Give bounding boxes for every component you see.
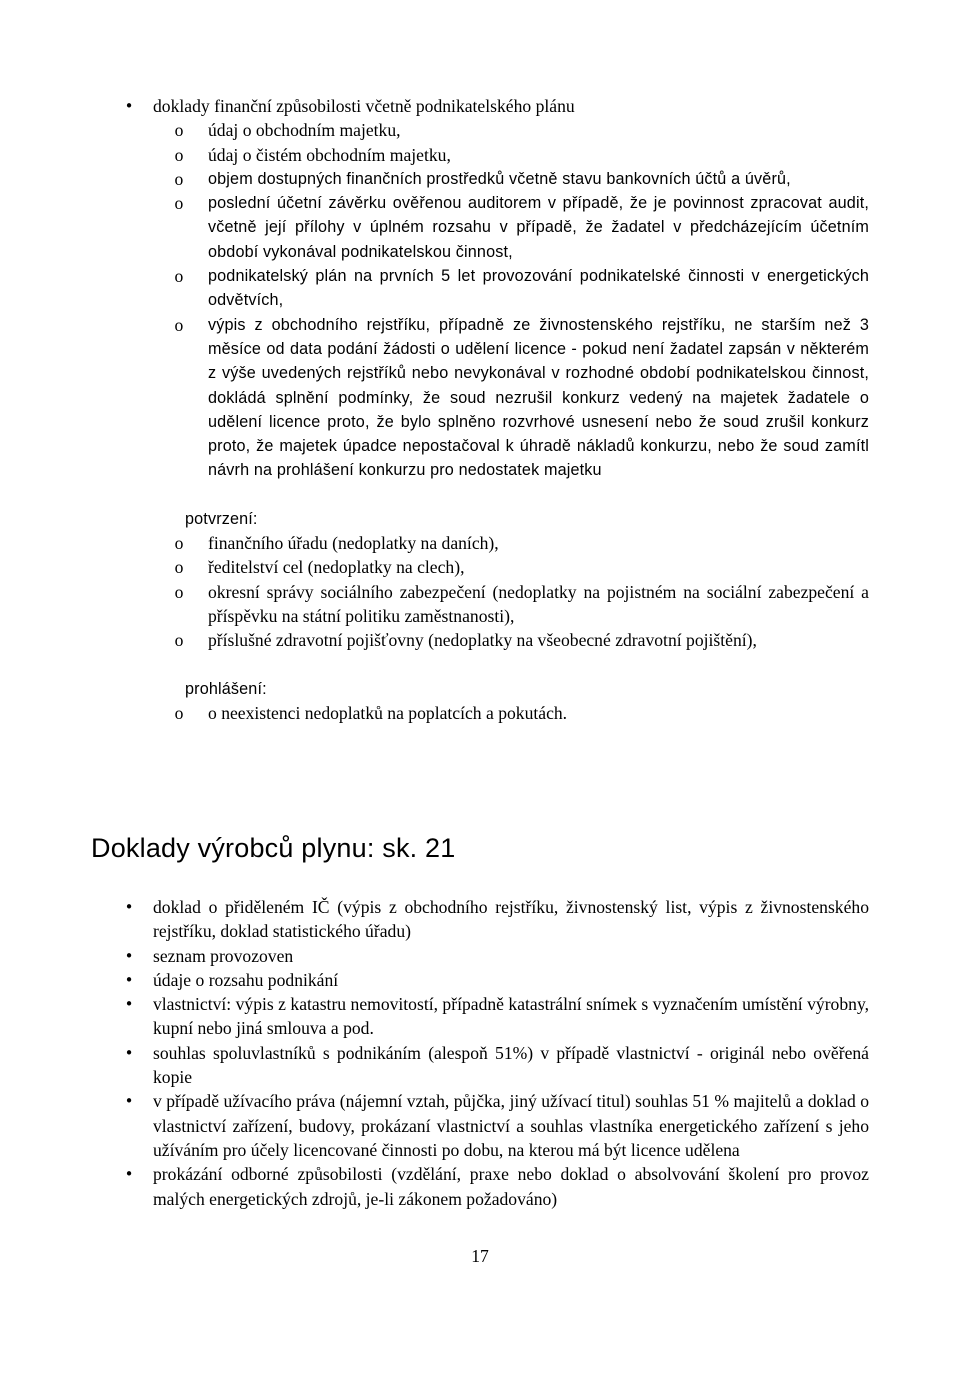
sub-list-item [0, 580, 869, 629]
sub-list-item [0, 118, 869, 142]
sub-bullet-marker: o [174, 581, 184, 602]
confirmations-label: potvrzení: [185, 509, 258, 528]
list-item-text: souhlas spoluvlastníků s podnikáním (alespoň 51%) v případě vlastnictví - originál nebo ověřená kopie [153, 1042, 869, 1088]
sub-bullet-marker: o [174, 630, 184, 651]
list-item-text: údaje o rozsahu podnikání [153, 969, 339, 990]
list-item [0, 1089, 869, 1162]
page-number [0, 1244, 960, 1268]
sub-bullet-marker: o [174, 144, 184, 165]
sub-bullet-marker: o [174, 533, 184, 554]
list-item-text: seznam provozoven [153, 945, 294, 966]
spacer [0, 483, 960, 507]
declarations-label: prohlášení: [185, 679, 267, 698]
sub-list-item [0, 167, 869, 191]
list-item [0, 94, 869, 118]
sub-list-item [0, 628, 869, 652]
bullet-marker: • [124, 970, 134, 989]
sub-list-item-text: okresní správy sociálního zabezpečení (nedoplatky na pojistném na sociální zabezpečení a příspěvku na státní politiku zaměstnanosti), [208, 581, 869, 626]
sub-list-item-text: výpis z obchodního rejstříku, případně ze živnostenského rejstříku, ne starším než 3 měsíce od data podání žádosti o udělení licence - pokud není žadatel zapsán v některém z výše uvedených rejstříků nebo nevykonával v rozhodné období podnikatelskou činnost, dokládá splnění podmínky, že soud nezrušil konkurz vedený na majetek žadatele o udělení licence proto, že bylo splněno rozvrhové usnesení nebo že soud zrušil konkurz proto, že majetek úpadce nepostačoval k úhradě nákladů konkurzu, nebo že soud zamítl návrh na prohlášení konkurzu pro nedostatek majetku [208, 315, 869, 480]
bullet-marker: • [124, 97, 134, 115]
list-item-text: vlastnictví: výpis z katastru nemovitostí, případně katastrální snímek s vyznačením umístění výrobny, kupní nebo jiná smlouva a pod. [153, 994, 869, 1039]
sub-bullet-marker: o [174, 702, 184, 723]
sub-list-item-text: příslušné zdravotní pojišťovny (nedoplatky na všeobecné zdravotní pojištění), [208, 630, 757, 651]
sub-list-item-text: objem dostupných finančních prostředků včetně stavu bankovních účtů a úvěrů, [208, 169, 791, 188]
sub-list-item [0, 555, 869, 579]
sub-list-item-text: o neexistenci nedoplatků na poplatcích a pokutách. [208, 702, 568, 723]
spacer [0, 653, 960, 677]
list-item-text: doklad o přiděleném IČ (výpis z obchodního rejstříku, živnostenský list, výpis z živnostenského rejstříku, doklad statistického úřadu) [153, 897, 869, 942]
sub-list-item-text: poslední účetní závěrku ověřenou auditorem v případě, že je povinnost zpracovat audit, včetně její přílohy v úplném rozsahu v případě, že žadatel v předcházejícím účetním období vykonával podnikatelskou činnost, [208, 194, 869, 261]
list-item [0, 1162, 869, 1211]
sub-list-item-text: ředitelství cel (nedoplatky na clech), [208, 557, 465, 578]
sub-list-item [0, 531, 869, 555]
sub-list-item [0, 313, 869, 483]
financial-documents-section [0, 94, 960, 725]
sub-bullet-marker: o [174, 120, 184, 141]
sub-list-item [0, 143, 869, 167]
list-item [0, 895, 869, 944]
list-item-text: prokázání odborné způsobilosti (vzdělání, praxe nebo doklad o absolvování školení pro provoz malých energetických zdrojů, je-li zákonem požadováno) [153, 1164, 869, 1209]
sub-bullet-marker: o [174, 168, 184, 189]
list-item-text: doklady finanční způsobilosti včetně podnikatelského plánu [153, 96, 575, 116]
bullet-marker: • [124, 1043, 134, 1062]
sub-bullet-marker: o [174, 193, 184, 214]
sub-list-item [0, 191, 869, 264]
bullet-marker: • [124, 1165, 134, 1184]
sub-list-item-text: podnikatelský plán na prvních 5 let provozování podnikatelské činnosti v energetických odvětvích, [208, 267, 869, 310]
bullet-marker: • [124, 898, 134, 916]
section-heading: Doklady výrobců plynu: sk. 21 [91, 833, 456, 863]
sub-bullet-marker: o [174, 314, 184, 335]
list-item-text: v případě užívacího práva (nájemní vztah, půjčka, jiný užívací titul) souhlas 51 % majitelů a doklad o vlastnictví zařízení, budovy, prokázaní vlastnictví a souhlas vlastníka energetického zařízení s jeho užíváním pro účely licencované činnosti po dobu, na kterou má být licence udělena [153, 1091, 869, 1160]
list-item [0, 944, 869, 968]
bullet-marker: • [124, 1092, 134, 1111]
sub-bullet-marker: o [174, 266, 184, 287]
sub-list-item-text: údaj o čistém obchodním majetku, [208, 144, 451, 165]
list-item [0, 968, 869, 992]
gas-producers-documents-section [0, 895, 960, 1211]
bullet-marker: • [124, 995, 134, 1014]
page-number-text: 17 [471, 1246, 489, 1266]
sub-list-item-text: finančního úřadu (nedoplatky na daních), [208, 533, 499, 554]
list-item [0, 992, 869, 1041]
sub-list-item [0, 701, 869, 725]
bullet-marker: • [124, 946, 134, 965]
sub-bullet-marker: o [174, 557, 184, 578]
sub-list-item [0, 264, 869, 313]
sub-list-item-text: údaj o obchodním majetku, [208, 120, 401, 141]
list-item [0, 1041, 869, 1090]
